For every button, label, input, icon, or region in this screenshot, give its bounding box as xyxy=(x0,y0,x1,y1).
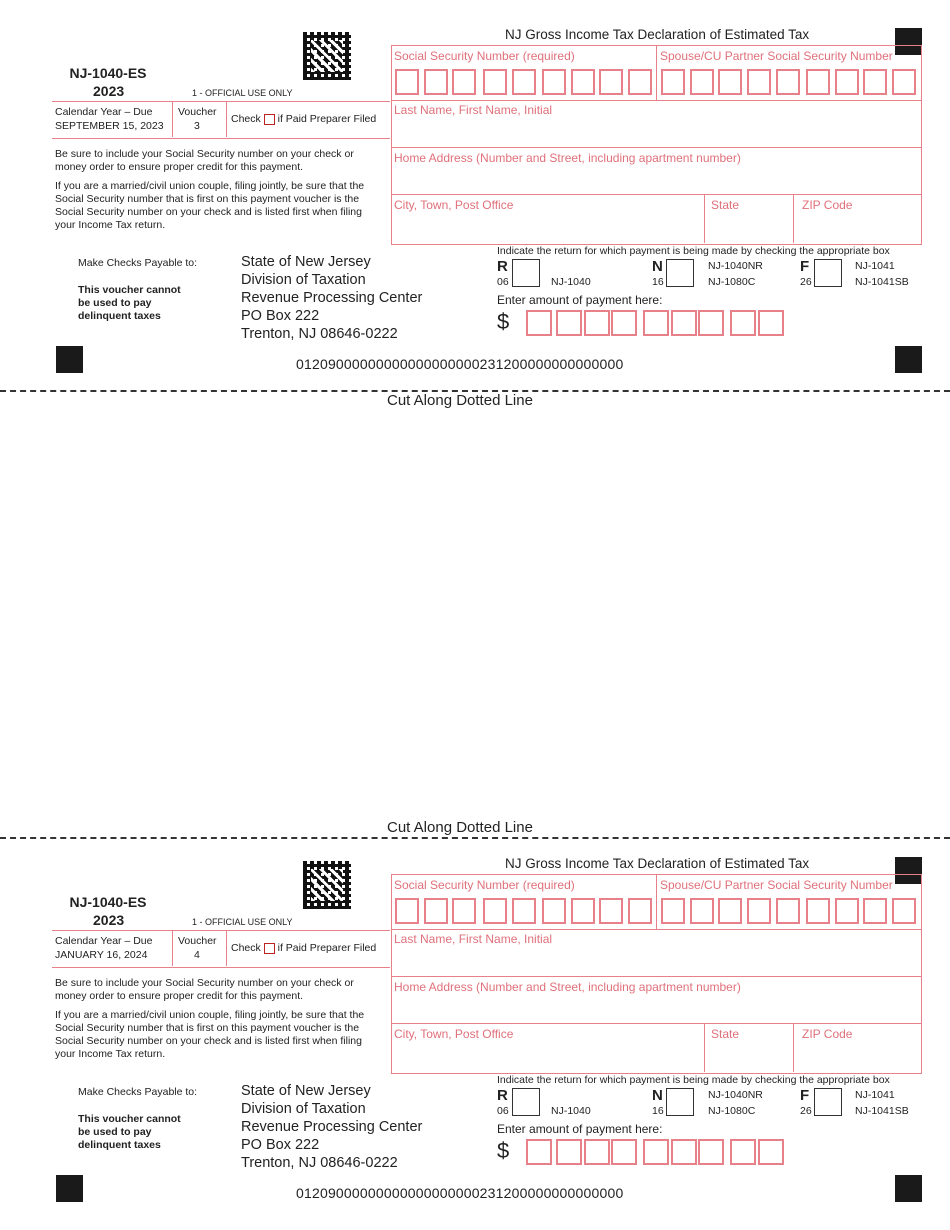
delinquent-note: This voucher cannot be used to pay delinquent taxes xyxy=(78,284,181,322)
ssn-digit-box[interactable] xyxy=(747,898,771,924)
official-use-label: 1 - OFFICIAL USE ONLY xyxy=(192,88,293,98)
payment-voucher xyxy=(0,0,950,395)
scan-line: 01209000000000000000000231200000000000000 xyxy=(296,1185,624,1201)
address-line: PO Box 222 xyxy=(241,1137,320,1153)
amount-digit-box[interactable] xyxy=(526,310,552,336)
option-form: NJ-1041SB xyxy=(855,276,909,288)
option-letter: R xyxy=(497,1087,508,1104)
return-checkbox-f[interactable] xyxy=(814,1088,842,1116)
name-label: Last Name, First Name, Initial xyxy=(394,932,553,946)
due-date: JANUARY 16, 2024 xyxy=(55,949,148,961)
2d-barcode xyxy=(303,32,351,80)
amount-digit-box[interactable] xyxy=(698,1139,724,1165)
ssn-digit-box[interactable] xyxy=(835,898,859,924)
option-code: 06 xyxy=(497,276,509,288)
ssn-digit-box[interactable] xyxy=(395,898,419,924)
ssn-digit-box[interactable] xyxy=(661,69,685,95)
ssn-digit-box[interactable] xyxy=(571,69,595,95)
registration-mark xyxy=(895,1175,922,1202)
option-form: NJ-1040NR xyxy=(708,260,763,272)
address-line: State of New Jersey xyxy=(241,1083,371,1099)
address-line: Division of Taxation xyxy=(241,272,366,288)
ssn-digit-box[interactable] xyxy=(776,69,800,95)
ssn-digit-box[interactable] xyxy=(718,69,742,95)
zip-label: ZIP Code xyxy=(802,1027,853,1041)
option-form: NJ-1040NR xyxy=(708,1089,763,1101)
ssn-digit-box[interactable] xyxy=(424,69,448,95)
option-form: NJ-1040 xyxy=(551,1105,591,1117)
ssn-digit-box[interactable] xyxy=(747,69,771,95)
cut-label: Cut Along Dotted Line xyxy=(387,819,533,836)
ssn-label: Social Security Number (required) xyxy=(394,49,575,63)
due-label: Calendar Year – Due xyxy=(55,106,153,118)
check-prefix: Check xyxy=(231,942,261,954)
ssn-digit-box[interactable] xyxy=(483,898,507,924)
address-line: Trenton, NJ 08646-0222 xyxy=(241,1155,398,1171)
mailing-address xyxy=(241,253,422,343)
return-checkbox-r[interactable] xyxy=(512,259,540,287)
ssn-digit-box[interactable] xyxy=(599,898,623,924)
amount-digit-box[interactable] xyxy=(671,310,697,336)
amount-digit-box[interactable] xyxy=(671,1139,697,1165)
option-letter: N xyxy=(652,258,663,275)
option-code: 16 xyxy=(652,276,664,288)
ssn-digit-box[interactable] xyxy=(835,69,859,95)
amount-digit-box[interactable] xyxy=(584,310,610,336)
ssn-digit-box[interactable] xyxy=(892,898,916,924)
registration-mark xyxy=(895,346,922,373)
amount-digit-box[interactable] xyxy=(556,310,582,336)
form-year: 2023 xyxy=(93,912,125,928)
address-line: State of New Jersey xyxy=(241,254,371,270)
address-label: Home Address (Number and Street, including apartment number) xyxy=(394,151,741,165)
delinquent-note: This voucher cannot be used to pay delinquent taxes xyxy=(78,1113,181,1151)
ssn-label: Social Security Number (required) xyxy=(394,878,575,892)
zip-label: ZIP Code xyxy=(802,198,853,212)
option-code: 06 xyxy=(497,1105,509,1117)
amount-digit-box[interactable] xyxy=(611,310,637,336)
joint-filing-note: If you are a married/civil union couple, filing jointly, be sure that the Social Security number that is first on this payment voucher is the Social Security number on your check and is listed first when filing your Income Tax return. xyxy=(55,1009,365,1060)
city-label: City, Town, Post Office xyxy=(394,198,514,212)
check-prefix: Check xyxy=(231,113,261,125)
address-line: PO Box 222 xyxy=(241,308,320,324)
indicate-label: Indicate the return for which payment is being made by checking the appropriate box xyxy=(497,245,890,257)
option-form: NJ-1041 xyxy=(855,260,895,272)
ssn-digit-box[interactable] xyxy=(542,69,566,95)
ssn-digit-box[interactable] xyxy=(512,898,536,924)
option-letter: R xyxy=(497,258,508,275)
ssn-note: Be sure to include your Social Security number on your check or money order to ensure proper credit for this payment. xyxy=(55,148,354,173)
paid-preparer-checkbox[interactable] xyxy=(264,943,275,954)
amount-digit-box[interactable] xyxy=(730,310,756,336)
option-code: 26 xyxy=(800,276,812,288)
spouse-ssn-label: Spouse/CU Partner Social Security Number xyxy=(660,49,893,63)
due-date: SEPTEMBER 15, 2023 xyxy=(55,120,164,132)
ssn-digit-box[interactable] xyxy=(512,69,536,95)
option-form: NJ-1041 xyxy=(855,1089,895,1101)
ssn-digit-box[interactable] xyxy=(892,69,916,95)
indicate-label: Indicate the return for which payment is being made by checking the appropriate box xyxy=(497,1074,890,1086)
option-letter: N xyxy=(652,1087,663,1104)
option-letter: F xyxy=(800,1087,810,1104)
return-checkbox-r[interactable] xyxy=(512,1088,540,1116)
ssn-digit-box[interactable] xyxy=(395,69,419,95)
ssn-digit-box[interactable] xyxy=(424,898,448,924)
ssn-digit-box[interactable] xyxy=(806,69,830,95)
ssn-digit-box[interactable] xyxy=(452,898,476,924)
option-form: NJ-1040 xyxy=(551,276,591,288)
amount-digit-box[interactable] xyxy=(526,1139,552,1165)
form-name: NJ-1040-ES xyxy=(69,894,147,910)
amount-digit-box[interactable] xyxy=(643,1139,669,1165)
ssn-digit-box[interactable] xyxy=(690,898,714,924)
state-label: State xyxy=(711,198,740,212)
option-form: NJ-1041SB xyxy=(855,1105,909,1117)
amount-digit-box[interactable] xyxy=(556,1139,582,1165)
ssn-note: Be sure to include your Social Security number on your check or money order to ensure proper credit for this payment. xyxy=(55,977,354,1002)
2d-barcode xyxy=(303,861,351,909)
amount-digit-box[interactable] xyxy=(758,310,784,336)
option-form: NJ-1080C xyxy=(708,276,756,288)
return-checkbox-n[interactable] xyxy=(666,259,694,287)
voucher-label: Voucher xyxy=(178,935,217,947)
address-line: Revenue Processing Center xyxy=(241,290,423,306)
scan-line: 01209000000000000000000231200000000000000 xyxy=(296,356,624,372)
option-letter: F xyxy=(800,258,810,275)
address-line: Revenue Processing Center xyxy=(241,1119,423,1135)
payable-label: Make Checks Payable to: xyxy=(78,257,198,269)
amount-digit-box[interactable] xyxy=(611,1139,637,1165)
ssn-digit-box[interactable] xyxy=(452,69,476,95)
ssn-digit-box[interactable] xyxy=(863,69,887,95)
option-code: 16 xyxy=(652,1105,664,1117)
dollar-sign: $ xyxy=(497,1138,510,1163)
declaration-title: NJ Gross Income Tax Declaration of Estimated Tax xyxy=(505,856,810,871)
paid-preparer-checkbox[interactable] xyxy=(264,114,275,125)
form-year: 2023 xyxy=(93,83,125,99)
amount-digit-box[interactable] xyxy=(643,310,669,336)
ssn-digit-box[interactable] xyxy=(599,69,623,95)
address-line: Trenton, NJ 08646-0222 xyxy=(241,326,398,342)
check-suffix: if Paid Preparer Filed xyxy=(277,942,377,954)
amount-digit-box[interactable] xyxy=(584,1139,610,1165)
ssn-digit-box[interactable] xyxy=(718,898,742,924)
amount-digit-box[interactable] xyxy=(730,1139,756,1165)
joint-filing-note: If you are a married/civil union couple, filing jointly, be sure that the Social Security number that is first on this payment voucher is the Social Security number on your check and is listed first when filing your Income Tax return. xyxy=(55,180,365,231)
registration-mark xyxy=(56,346,83,373)
city-label: City, Town, Post Office xyxy=(394,1027,514,1041)
payable-label: Make Checks Payable to: xyxy=(78,1086,198,1098)
check-suffix: if Paid Preparer Filed xyxy=(277,113,377,125)
cut-label: Cut Along Dotted Line xyxy=(387,392,533,409)
official-use-label: 1 - OFFICIAL USE ONLY xyxy=(192,917,293,927)
amount-digit-box[interactable] xyxy=(698,310,724,336)
ssn-digit-box[interactable] xyxy=(483,69,507,95)
return-checkbox-f[interactable] xyxy=(814,259,842,287)
voucher-number: 4 xyxy=(194,949,200,961)
ssn-digit-box[interactable] xyxy=(628,898,652,924)
ssn-digit-box[interactable] xyxy=(571,898,595,924)
declaration-title: NJ Gross Income Tax Declaration of Estimated Tax xyxy=(505,27,810,42)
address-line: Division of Taxation xyxy=(241,1101,366,1117)
ssn-digit-box[interactable] xyxy=(628,69,652,95)
mailing-address xyxy=(241,1082,422,1172)
spouse-ssn-label: Spouse/CU Partner Social Security Number xyxy=(660,878,893,892)
form-name: NJ-1040-ES xyxy=(69,65,147,81)
ssn-digit-box[interactable] xyxy=(863,898,887,924)
ssn-digit-box[interactable] xyxy=(776,898,800,924)
option-form: NJ-1080C xyxy=(708,1105,756,1117)
return-checkbox-n[interactable] xyxy=(666,1088,694,1116)
address-label: Home Address (Number and Street, including apartment number) xyxy=(394,980,741,994)
amount-digit-box[interactable] xyxy=(758,1139,784,1165)
voucher-label: Voucher xyxy=(178,106,217,118)
name-label: Last Name, First Name, Initial xyxy=(394,103,553,117)
ssn-digit-box[interactable] xyxy=(542,898,566,924)
state-label: State xyxy=(711,1027,740,1041)
ssn-digit-box[interactable] xyxy=(806,898,830,924)
amount-label: Enter amount of payment here: xyxy=(497,1122,663,1136)
dollar-sign: $ xyxy=(497,309,510,334)
amount-label: Enter amount of payment here: xyxy=(497,293,663,307)
due-label: Calendar Year – Due xyxy=(55,935,153,947)
registration-mark xyxy=(56,1175,83,1202)
ssn-digit-box[interactable] xyxy=(690,69,714,95)
payment-voucher xyxy=(0,829,950,1224)
option-code: 26 xyxy=(800,1105,812,1117)
voucher-number: 3 xyxy=(194,120,200,132)
ssn-digit-box[interactable] xyxy=(661,898,685,924)
